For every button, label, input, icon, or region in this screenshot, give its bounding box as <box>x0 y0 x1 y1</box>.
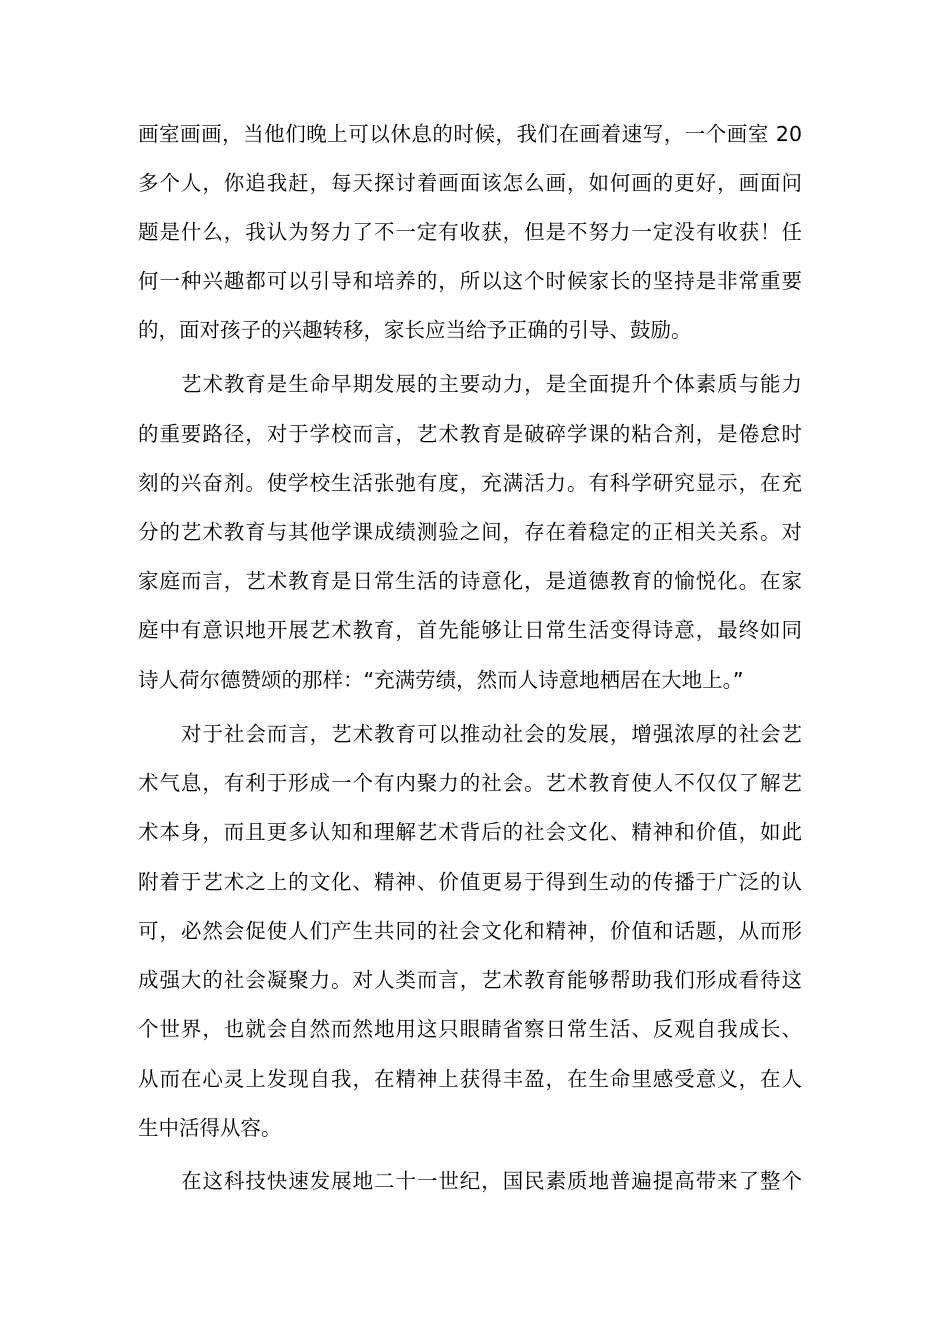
text-line: 的重要路径，对于学校而言，艺术教育是破碎学课的粘合剂，是倦怠时 <box>138 422 802 446</box>
text-line: 庭中有意识地开展艺术教育，首先能够让日常生活变得诗意，最终如同 <box>138 618 802 642</box>
paragraph-first-line: 在这科技快速发展地二十一世纪，国民素质地普遍提高带来了整个 <box>181 1169 802 1193</box>
text-line: 题是什么，我认为努力了不一定有收获，但是不努力一定没有收获！任 <box>138 220 802 244</box>
text-line: 个世界，也就会自然而然地用这只眼睛省察日常生活、反观自我成长、 <box>138 1017 802 1041</box>
text-line: 诗人荷尔德赞颂的那样：“充满劳绩，然而人诗意地栖居在大地上。” <box>138 668 744 692</box>
paragraph-first-line: 艺术教育是生命早期发展的主要动力，是全面提升个体素质与能力 <box>181 372 802 396</box>
text-line: 分的艺术教育与其他学课成绩测验之间，存在着稳定的正相关关系。对 <box>138 520 802 544</box>
text-line: 可，必然会促使人们产生共同的社会文化和精神，价值和话题，从而形 <box>138 919 802 943</box>
text-line: 家庭而言，艺术教育是日常生活的诗意化，是道德教育的愉悦化。在家 <box>138 569 802 593</box>
text-line: 从而在心灵上发现自我，在精神上获得丰盈，在生命里感受意义，在人 <box>138 1067 802 1091</box>
text-line: 多个人，你追我赶，每天探讨着画面该怎么画，如何画的更好，画面问 <box>138 171 802 195</box>
text-line: 画室画画，当他们晚上可以休息的时候，我们在画着速写，一个画室 20 <box>138 122 802 146</box>
text-line: 的，面对孩子的兴趣转移，家长应当给予正确的引导、鼓励。 <box>138 318 692 342</box>
text-line: 何一种兴趣都可以引导和培养的，所以这个时候家长的坚持是非常重要 <box>138 269 802 293</box>
text-line: 术气息，有利于形成一个有内聚力的社会。艺术教育使人不仅仅了解艺 <box>138 771 802 795</box>
paragraph-first-line: 对于社会而言，艺术教育可以推动社会的发展，增强浓厚的社会艺 <box>181 722 802 746</box>
text-line: 成强大的社会凝聚力。对人类而言，艺术教育能够帮助我们形成看待这 <box>138 968 802 992</box>
text-line: 附着于艺术之上的文化、精神、价值更易于得到生动的传播于广泛的认 <box>138 870 802 894</box>
text-line: 刻的兴奋剂。使学校生活张弛有度，充满活力。有科学研究显示，在充 <box>138 471 802 495</box>
text-line: 术本身，而且更多认知和理解艺术背后的社会文化、精神和价值，如此 <box>138 820 802 844</box>
text-line: 生中活得从容。 <box>138 1116 282 1140</box>
